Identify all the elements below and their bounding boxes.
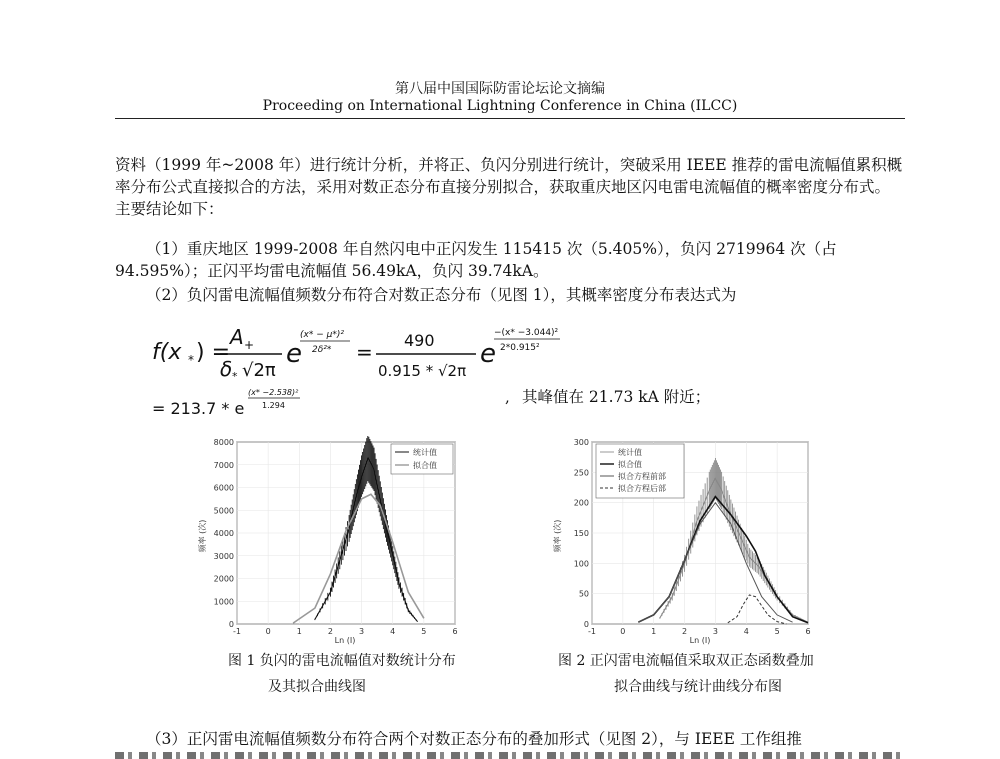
formula-exp2-num: −(x* −3.044)² (494, 328, 559, 338)
x-tick-label: 2 (682, 627, 688, 636)
formula-exp1-den: 2δ²* (312, 345, 332, 355)
formula-exp2-den: 2*0.915² (500, 343, 540, 353)
y-tick-label: 100 (573, 559, 589, 569)
cut-off-next-line (115, 752, 905, 759)
x-tick-label: -1 (588, 627, 596, 636)
y-tick-label: 0 (583, 620, 589, 629)
intro-paragraph: 资料（1999 年~2008 年）进行统计分析，并将正、负闪分别进行统计，突破采用 IEEE 推荐的雷电流幅值累积概率分布公式直接拟合的方法，采用对数正态分布直接分别拟合，获取重庆地区闪电雷电流幅值的概率密度分布式。主要结论如下： (115, 156, 903, 218)
legend-label-fit: 拟合值 (618, 460, 642, 469)
figure-1-ylabel: 频率 (次) (198, 519, 207, 553)
peak-value-text: 其峰值在 21.73 kA 附近； (522, 388, 711, 406)
figure-2-caption-line2: 拟合曲线与统计曲线分布图 (614, 679, 782, 695)
x-tick-label: 4 (743, 627, 749, 636)
formula-exp3-num: (x* −2.538)² (248, 388, 299, 397)
formula-den1-delta: δ (220, 357, 233, 381)
figure-2-xlabel: Ln (I) (689, 636, 711, 645)
formula-lhs-sub: * (188, 353, 194, 367)
y-tick-label: 2000 (213, 574, 234, 584)
formula-num1-sub: + (244, 338, 255, 352)
y-tick-label: 200 (573, 498, 589, 508)
formula-line2: = 213.7 * e (152, 399, 245, 418)
x-tick-label: 5 (774, 627, 780, 636)
x-tick-label: -1 (233, 627, 241, 636)
x-tick-label: 3 (712, 627, 718, 636)
formula-e1: e (286, 339, 302, 369)
y-tick-label: 7000 (213, 460, 234, 470)
formula-lhs-close: ) = (196, 340, 231, 365)
formula-equals: = (356, 340, 373, 364)
formula-den1-sub: * (232, 370, 238, 383)
figure-2-caption-line1: 图 2 正闪雷电流幅值采取双正态函数叠加 (558, 653, 814, 669)
formula-exp1-num: (x* − μ*)² (300, 330, 344, 340)
running-header-english: Proceeding on International Lightning Conference in China (ILCC) (262, 98, 738, 114)
figure-2-ylabel: 频率 (次) (553, 519, 562, 553)
legend-label-stat: 统计值 (413, 448, 437, 457)
figure-1-caption-line1: 图 1 负闪的雷电流幅值对数统计分布 (228, 653, 456, 669)
figure-1-xlabel: Ln (I) (334, 636, 356, 645)
figure-1-caption-line2: 及其拟合曲线图 (268, 679, 366, 695)
x-tick-label: 2 (327, 627, 333, 636)
formula-comma: , (505, 388, 510, 406)
conclusion-2-paragraph: （2）负闪雷电流幅值频数分布符合对数正态分布（见图 1），其概率密度分布表达式为 (146, 286, 737, 304)
formula-num2: 490 (404, 331, 435, 350)
x-tick-label: 4 (390, 627, 396, 636)
x-tick-label: 3 (359, 627, 365, 636)
formula-den1-root: √2π (242, 360, 276, 381)
y-tick-label: 3000 (213, 551, 234, 561)
x-tick-label: 0 (265, 627, 271, 636)
x-tick-label: 6 (452, 627, 458, 636)
figure-2-legend (596, 444, 684, 498)
conclusion-1-paragraph: （1）重庆地区 1999-2008 年自然闪电中正闪发生 115415 次（5.405%），负闪 2719964 次（占 94.595%）；正闪平均雷电流幅值 56.49kA，负闪 39.74kA。 (115, 240, 837, 280)
figure-2-chart (548, 436, 818, 646)
legend-label-back: 拟合方程后部 (618, 484, 666, 493)
y-tick-label: 1000 (213, 597, 234, 607)
formula-den2: 0.915 * √2π (378, 362, 467, 380)
formula-e2: e (480, 339, 496, 369)
y-tick-label: 8000 (213, 438, 234, 447)
formula-num1: A (230, 325, 244, 349)
x-tick-label: 6 (805, 627, 811, 636)
x-tick-label: 1 (296, 627, 302, 636)
running-header-chinese: 第八届中国国际防雷论坛论文摘编 (395, 81, 605, 97)
formula-lhs: f(x (152, 340, 182, 365)
formula-exp3-den: 1.294 (262, 401, 285, 410)
y-tick-label: 5000 (213, 506, 234, 516)
y-tick-label: 6000 (213, 483, 234, 493)
y-tick-label: 0 (228, 620, 234, 629)
probability-density-formula (150, 322, 870, 422)
conclusion-3-paragraph: （3）正闪雷电流幅值频数分布符合两个对数正态分布的叠加形式（见图 2），与 IEEE 工作组推 (146, 730, 802, 748)
legend-label-fit: 拟合值 (413, 461, 437, 470)
y-tick-label: 4000 (213, 529, 234, 538)
x-tick-label: 1 (651, 627, 657, 636)
y-tick-label: 50 (578, 589, 589, 599)
x-tick-label: 5 (421, 627, 427, 636)
figure-1-chart (195, 436, 465, 646)
legend-label-front: 拟合方程前部 (618, 472, 666, 481)
legend-label-stat: 统计值 (618, 448, 642, 457)
y-tick-label: 150 (573, 529, 589, 538)
y-tick-label: 300 (573, 438, 589, 447)
x-tick-label: 0 (620, 627, 626, 636)
y-tick-label: 250 (573, 468, 589, 478)
figure-1-legend (391, 444, 453, 474)
header-rule (115, 118, 905, 119)
